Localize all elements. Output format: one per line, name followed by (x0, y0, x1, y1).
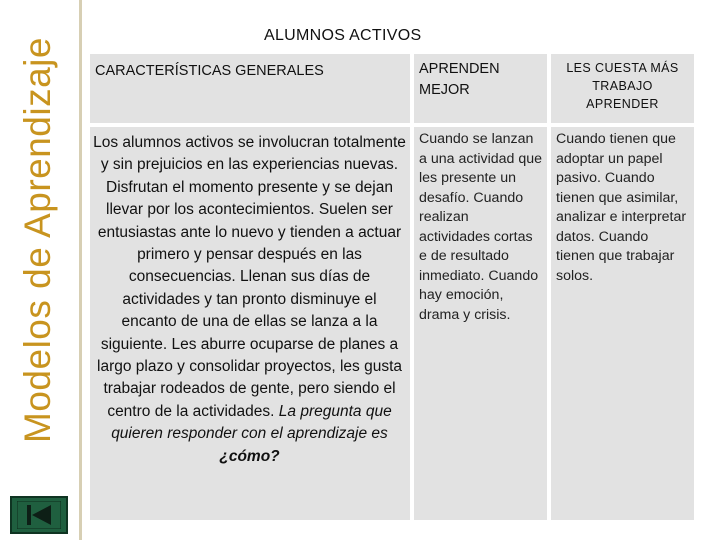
learn-best-cell: Cuando se lanzan a una actividad que les presente un desafío. Cuando realizan actividades cortas e de resultado inmediato. Cuando hay emoción, drama y crisis. (414, 127, 547, 520)
sidebar-title: Modelos de Aprendizaje (17, 37, 58, 443)
sidebar (0, 0, 80, 540)
characteristics-answer: ¿cómo? (219, 447, 280, 465)
characteristics-text: Los alumnos activos se involucran totalmente y sin prejuicios en las experiencias nuevas. Disfrutan el momento presente y se dejan llevar por los acontecimientos. Suelen ser entusiastas ante lo nuevo y tienden a actuar primero y pensar después en las consecuencias. Llenan sus días de actividades y tan pronto disminuye el encanto de una de ellas se lanza a la siguiente. Les aburre ocuparse de planes a largo plazo y consolidar proyectos, les gusta trabajar rodeados de gente, pero siendo el centro de la actividades. (93, 134, 406, 420)
page-title: ALUMNOS ACTIVOS (264, 27, 422, 44)
header-learn-hardest: LES CUESTA MÁS TRABAJO APRENDER (551, 54, 694, 123)
header-learn-best: APRENDEN MEJOR (414, 54, 547, 123)
characteristics-question: La pregunta que quieren responder con el aprendizaje es (111, 402, 392, 443)
learning-styles-table (90, 54, 694, 520)
skip-to-first-icon (17, 501, 61, 529)
header-characteristics: CARACTERÍSTICAS GENERALES (90, 54, 410, 123)
sidebar-divider (79, 0, 82, 540)
characteristics-cell (90, 127, 410, 520)
learn-hardest-cell: Cuando tienen que adoptar un papel pasivo. Cuando tienen que asimilar, analizar e interpretar datos. Cuando tienen que trabajar solos. (551, 127, 694, 520)
first-slide-button[interactable] (10, 496, 68, 534)
